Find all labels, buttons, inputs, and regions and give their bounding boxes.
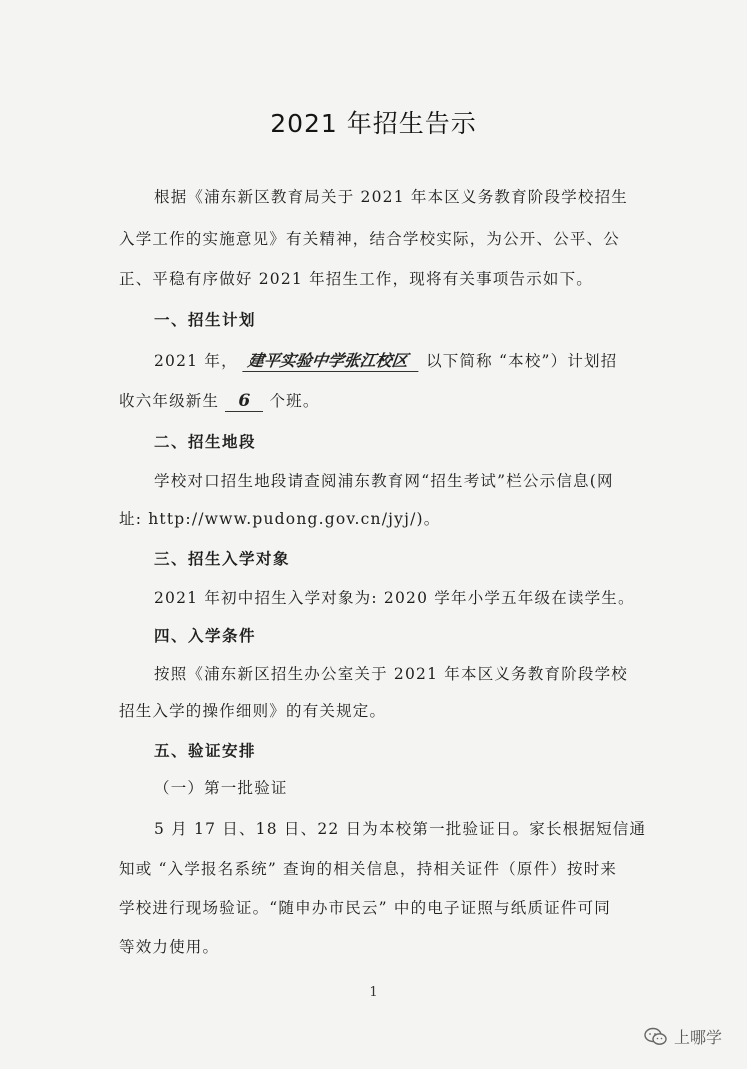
verification-line-2: 知或 “入学报名系统” 查询的相关信息，持相关证件（原件）按时来 <box>119 860 618 878</box>
handwritten-school-name: 建平实验中学张江校区 <box>242 348 421 372</box>
plan-line-2 <box>119 389 639 412</box>
section-heading-verification: 五、验证安排 <box>154 742 257 760</box>
plan-line-1-prefix: 2021 年， <box>154 352 238 370</box>
plan-line-1-suffix: 以下简称 “本校”）计划招 <box>426 352 618 370</box>
verification-line-3: 学校进行现场验证。“随申办市民云” 中的电子证照与纸质证件可同 <box>119 899 611 917</box>
section-heading-eligibility: 三、招生入学对象 <box>154 550 291 568</box>
eligibility-line: 2021 年初中招生入学对象为: 2020 学年小学五年级在读学生。 <box>154 589 635 607</box>
verification-line-1: 5 月 17 日、18 日、22 日为本校第一批验证日。家长根据短信通 <box>154 820 647 838</box>
watermark <box>644 1025 722 1048</box>
watermark-text: 上哪学 <box>674 1028 723 1047</box>
conditions-line-2: 招生入学的操作细则》的有关规定。 <box>119 702 387 720</box>
section-heading-plan: 一、招生计划 <box>154 311 257 329</box>
plan-line-2-suffix: 个班。 <box>269 392 320 410</box>
district-line-2: 址: http://www.pudong.gov.cn/jyj/)。 <box>119 510 441 528</box>
wechat-bubble-icon <box>644 1027 668 1047</box>
verification-subheading: （一）第一批验证 <box>154 779 288 797</box>
handwritten-class-count: 6 <box>225 391 263 412</box>
page-title: 2021 年招生告示 <box>270 109 477 138</box>
intro-line-2: 入学工作的实施意见》有关精神，结合学校实际，为公开、公平、公 <box>119 230 621 248</box>
intro-line-1: 根据《浦东新区教育局关于 2021 年本区义务教育阶段学校招生 <box>154 188 629 206</box>
plan-line-1 <box>154 348 640 372</box>
intro-line-3: 正、平稳有序做好 2021 年招生工作，现将有关事项告示如下。 <box>119 270 594 288</box>
section-heading-district: 二、招生地段 <box>154 433 257 451</box>
page-number: 1 <box>369 985 378 1000</box>
conditions-line-1: 按照《浦东新区招生办公室关于 2021 年本区义务教育阶段学校 <box>154 665 629 683</box>
section-heading-conditions: 四、入学条件 <box>154 627 257 645</box>
plan-line-2-prefix: 收六年级新生 <box>119 392 220 410</box>
verification-line-4: 等效力使用。 <box>119 938 220 956</box>
district-line-1: 学校对口招生地段请查阅浦东教育网“招生考试”栏公示信息(网 <box>154 472 614 490</box>
